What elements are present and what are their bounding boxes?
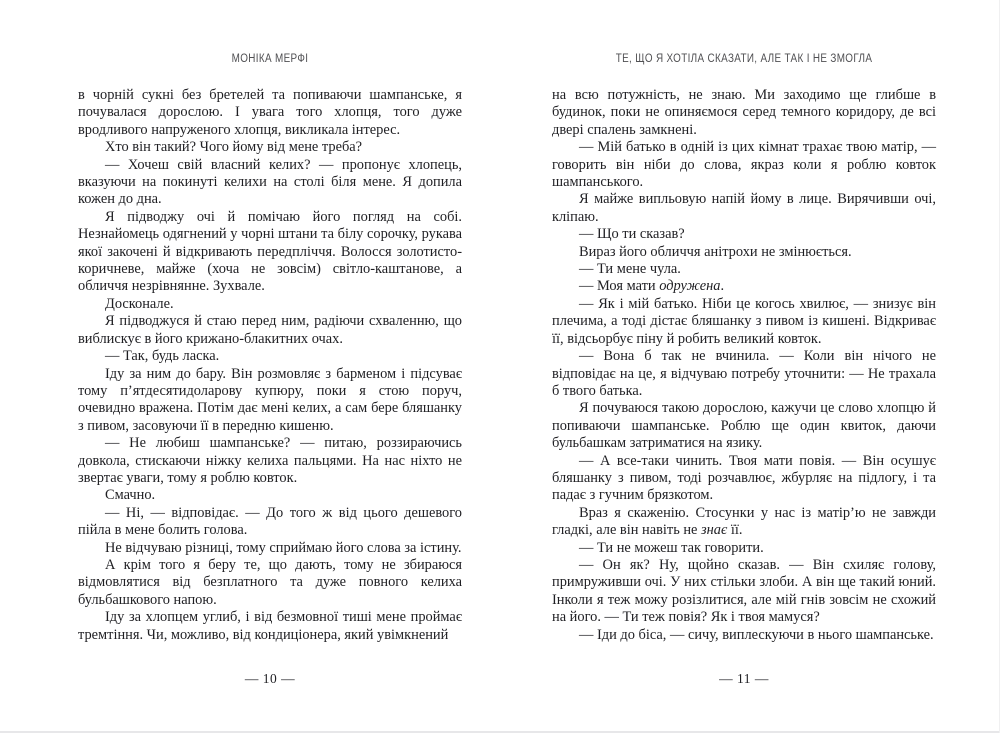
running-header-title: ТЕ, ЩО Я ХОТІЛА СКАЗАТИ, АЛЕ ТАК І НЕ ЗМОГЛА (615, 53, 873, 65)
paragraph: — А все-таки чинить. Твоя мати повія. — Він осушує бляшанку з пивом, тоді розчавлює, жбурляє на підлогу, і та падає з гучним брязкотом. (552, 452, 936, 504)
paragraph: А крім того я беру те, що дають, тому не збираюся відмовлятися від безплатного та дуже повного келиха бульбашкового напою. (78, 556, 462, 608)
paragraph: — Як і мій батько. Ніби це когось хвилює, — знизує він плечима, а тоді дістає бляшанку з пивом із кишені. Відкриває її, відсьорбує піну й робить великий ковток. (552, 295, 936, 347)
paragraph: — Мій батько в одній із цих кімнат трахає твою матір, — говорить він ніби до слова, якраз коли я роблю ковток шампанського. (552, 139, 936, 191)
paragraph: — Ти не можеш так говорити. (579, 539, 764, 556)
paragraph: — Хочеш свій власний келих? — пропонує хлопець, вказуючи на покинуті келихи на столі біля мене. Я допила кожен до дна. (78, 156, 462, 208)
paragraph: Я майже випльовую напій йому в лице. Вирячивши очі, кліпаю. (552, 191, 936, 225)
paragraph: Хто він такий? Чого йому від мене треба? (105, 139, 363, 156)
page-number-right: — 11 — (719, 671, 769, 686)
paragraph: — Вона б так не вчинила. — Коли він нічого не відповідає на це, я відчуваю потребу уточнити: — Не трахала б твого батька. (552, 348, 936, 399)
paragraph: — Не любиш шампанське? — питаю, роззираючись довкола, стискаючи ніжку келиха пальцями. На нас ніхто не звертає уваги, тому я роблю ковток. (78, 435, 462, 486)
paragraph: — Іди до біса, — сичу, виплескуючи в нього шампанське. (579, 626, 934, 643)
paragraph: Вираз його обличчя анітрохи не змінюється. (579, 243, 852, 260)
paragraph: Не відчуваю різниці, тому сприймаю його слова за істину. (105, 539, 462, 556)
paragraph: Іду за ним до бару. Він розмовляє з барменом і підсуває тому п’ятдесятидоларову купюру, поки я стою поруч, очевидно вражена. Потім дає мені келих, а сам бере бляшанку з пивом, засовуючи її в передню кишеню. (78, 365, 462, 434)
paragraph: Досконале. (105, 295, 174, 312)
paragraph: — Ти мене чула. (579, 261, 681, 278)
page-right (500, 0, 1000, 733)
paragraph: в чорній сукні без бретелей та попиваючи шампанське, я почувалася дорослою. І увага того хлопця, того дуже вродливого напруженого хлопця, викликала інтерес. (78, 87, 462, 138)
page-left-body-text (78, 87, 462, 644)
paragraph: — Он як? Ну, щойно сказав. — Він схиляє голову, примруживши очі. У них стільки злоби. А він ще такий юний. Інколи я теж можу розізлитися, але мій гнів зовсім не схожий на його. — Ти теж повія? Як і твоя мамуся? (552, 556, 936, 626)
paragraph: Я підводжуся й стаю перед ним, радіючи схваленню, що виблискує в його крижано-блакитних очах. (78, 313, 462, 347)
paragraph: — Так, будь ласка. (105, 348, 220, 365)
paragraph: — Ні, — відповідає. — До того ж від цього дешевого пійла в мене болить голова. (78, 504, 462, 539)
paragraph: Іду за хлопцем углиб, і від безмовної тиші мене проймає тремтіння. Чи, можливо, від кондиціонера, який увімкнений (78, 609, 462, 643)
running-header-author: МОНІКА МЕРФІ (231, 53, 309, 65)
paragraph: Я почуваюся такою дорослою, кажучи це слово хлопцю й попиваючи шампанське. Роблю ще один квиток, даючи бульбашкам затриматися на язику. (552, 400, 936, 452)
page-right-body-text (552, 87, 936, 644)
paragraph: — Моя мати одружена. (579, 278, 725, 295)
page-number-left: — 10 — (244, 671, 296, 686)
paragraph: Я підводжу очі й помічаю його погляд на собі. Незнайомець одягнений у чорні штани та білу сорочку, рукава якої закочені й відкривають передпліччя. Волосся золотисто-коричневе, майже (хоча не зовсім) світло-каштанове, а обличчя незрівнянне. Зухвале. (78, 208, 462, 295)
paragraph: Враз я скаженію. Стосунки у нас із матір’ю не завжди гладкі, але він навіть не знає її. (552, 504, 936, 539)
paragraph: на всю потужність, не знаю. Ми заходимо ще глибше в будинок, поки не опиняємося серед темного коридору, де всі двері спалень замкнені. (552, 87, 936, 138)
paragraph: Смачно. (105, 487, 156, 504)
paragraph: — Що ти сказав? (579, 226, 685, 243)
